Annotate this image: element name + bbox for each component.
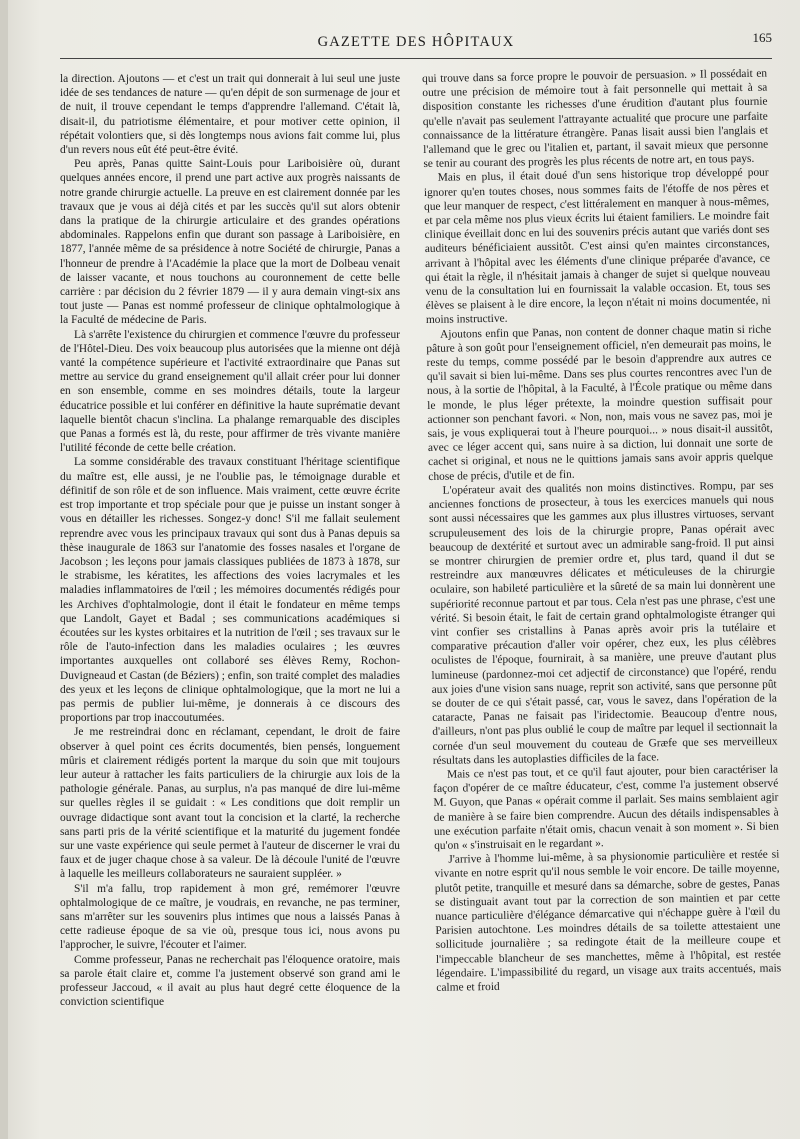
paragraph: la direction. Ajoutons — et c'est un trait qui donnerait à lui seul une juste idée de ses tendances de nature — qu'en dépit de son surmenage de jour et de nuit, il trouve cependant le temps d'apprendre l'allemand. C'était là, disait-il, du patriotisme élémentaire, et pour motiver cette opinion, il répétait volontiers que, si dès longtemps nous avions fait comme lui, plus d'un revers nous eût été peut-être évité. [60,73,400,157]
left-column [60,72,400,1009]
page-number: 165 [752,30,772,45]
paragraph: qui trouve dans sa force propre le pouvoir de persuasion. » Il possédait en outre une précision de mémoire tout à fait personnelle qui mettait à sa disposition constante les richesses d'une érudition d'autant plus fournie qu'elle n'avait pas seulement l'attrayante actualité que procure une parfaite connaissance de la littérature étrangère. Panas lisait aussi bien l'anglais et l'allemand que le grec ou l'italien et, partant, il savait mieux que personne se tenir au courant des progrès les plus récents de notre art, en tous pays. [422,67,769,171]
paragraph: Comme professeur, Panas ne recherchait pas l'éloquence oratoire, mais sa parole était claire et, comme l'a justement observé son grand ami le professeur Jaccoud, « il avait au plus haut degré cette éloquence de la conviction scientifique [60,953,400,1009]
paragraph: Ajoutons enfin que Panas, non content de donner chaque matin si riche pâture à son goût pour l'enseignement officiel, n'en demeurait pas moins, le reste du temps, comme possédé par le besoin d'apprendre aux autres ce qu'il savait si bien lui-même. Dans ses plus courtes rencontres avec l'un de nous, à la sortie de l'hôpital, à la Faculté, à l'École pratique ou même dans le monde, le plus léger prétexte, la moindre question suffisait pour actionner son penchant favori. « Non, non, mais vous ne savez pas, moi je sais, je vous expliquerai tout à l'heure pourquoi... » nous disait-il aussitôt, avec ce léger accent qui, sans nuire à sa diction, lui donnait une sorte de cachet si original, et nous ne le quittions jamais sans avoir appris quelque chose de précis, d'utile et de fin. [426,323,774,483]
paragraph: Mais en plus, il était doué d'un sens historique trop développé pour ignorer qu'en toutes choses, nous sommes faits de l'étoffe de nos pères et que leur manquer de respect, c'est littéralement en manquer à nous-mêmes, et par cela même nos plus vieux écrits lui étaient familiers. Le moindre fait clinique éveillait donc en lui des souvenirs précis autant que variés dont ses auditeurs bénéficiaient aussitôt. C'est ainsi qu'en maintes circonstances, arrivant à l'hôpital avec les éléments d'une clinique préparée d'avance, ce qui était la règle, il n'hésitait jamais à changer de sujet si quelque nouveau venu de la consultation lui en fournissait la valable occasion. Et, tous ses élèves se plaisent à le dire encore, la leçon n'était ni moins documentée, ni moins instructive. [423,166,771,327]
paragraph: Peu après, Panas quitte Saint-Louis pour Lariboisière où, durant quelques années encore, il prend une part active aux progrès naissants de notre grande chirurgie actuelle. La preuve en est clairement donnée par les travaux que je vous ai déjà cités et par les succès qu'il sut alors obtenir dans la pratique de la chirurgie articulaire et des grandes opérations abdominales. Rappelons enfin que durant son passage à Lariboisière, en 1877, l'année même de sa présidence à notre Société de chirurgie, Panas a l'honneur de prendre à l'Académie la place que la mort de Dolbeau venait de laisser vacante, et nous touchons au couronnement de cette belle carrière : par décision du 2 février 1879 — il y aura demain vingt-six ans tout juste — Panas est nommé professeur de clinique ophtalmologique à la Faculté de médecine de Paris. [60,158,400,327]
page-header [60,30,772,60]
header-rule [60,58,772,59]
paragraph: J'arrive à l'homme lui-même, à sa physionomie particulière et restée si vivante en notre esprit qu'il nous semble le voir encore. De taille moyenne, plutôt petite, tranquille et mesuré dans sa démarche, sobre de gestes, Panas se distinguait avant tout par la correction de son maintien et par cette nuance particulière d'élégance démarcative qui n'échappe guère à l'œil du Parisien autochtone. Les moindres détails de sa toilette attestaient une sollicitude journalière ; sa redingote était de la meilleure coupe et l'impeccable blancheur de ses manchettes, même à l'hôpital, est restée légendaire. L'impassibilité du regard, un visage aux traits accentués, mais calme et froid [434,848,782,994]
page-gutter [0,0,8,1139]
paragraph: L'opérateur avait des qualités non moins distinctives. Rompu, par ses anciennes fonctions de prosecteur, à tous les exercices manuels qui nous sont aussi nécessaires que les gammes aux plus illustres virtuoses, servant scrupuleusement des lois de la chirurgie propre, Panas opérait avec beaucoup de dextérité et surtout avec un admirable sang-froid. Il put ainsi se montrer chirurgien de premier ordre et, plus tard, quand il dut se restreindre aux manœuvres délicates et méticuleuses de la chirurgie oculaire, son habileté particulière et la sûreté de sa main lui donnèrent une supériorité reconnue partout et par tous. Cela n'est pas une phrase, c'est une vérité. Si besoin était, le fait de certain grand ophtalmologiste étranger qui vint confier ses cristallins à Panas après avoir pris la tutélaire et comparative précaution d'aller voir opérer, chez eux, les plus célèbres oculistes de l'époque, fournirait, à sa manière, une preuve d'autant plus lumineuse (pardonnez-moi cet adjectif de circonstance) que l'opéré, rendu aux joies d'une vision sans nuage, reprit son activité, sans que personne pût se douter de ce qui s'était passé, car, vous le savez, dans l'opération de la cataracte, Panas ne faisait pas l'iridectomie. Beaucoup d'entre nous, d'ailleurs, n'ont pas plus oublié le coup de maître par lequel il sectionnait la cornée d'un seul mouvement du couteau de Græfe que ses merveilleux résultats dans les autoplasties difficiles de la face. [428,479,778,767]
paragraph: S'il m'a fallu, trop rapidement à mon gré, remémorer l'œuvre ophtalmologique de ce maître, je voudrais, en revanche, ne pas terminer, sans m'arrêter sur les souvenirs plus intimes que nous a laissés Panas à cette radieuse époque de sa vie où, presque tous ici, nous avons pu l'approcher, le suivre, l'écouter et l'aimer. [60,882,400,952]
right-column [422,67,781,996]
running-title: GAZETTE DES HÔPITAUX [317,34,515,50]
paragraph: Je me restreindrai donc en réclamant, cependant, le droit de faire observer à quel point ces écrits documentés, bien pensés, longuement mûris et clairement rédigés portent la marque du soin que mit toujours leur auteur à rattacher les faits particuliers de la chirurgie aux lois de la pathologie générale. Panas, au surplus, n'a pas manqué de dire lui-même sur quelles règles il se guidait : « Les conditions que doit remplir un ouvrage didactique sont avant tout la concision et la clarté, la recherche sans parti pris de la vérité scientifique et la maturité du jugement fondée sur une vaste expérience qui seule permet à l'auteur de discerner le vrai du faux et de juger chaque chose à sa valeur. De là découle l'unité de l'œuvre à laquelle les meilleurs collaborateurs ne sauraient suppléer. » [60,726,400,881]
paragraph: Là s'arrête l'existence du chirurgien et commence l'œuvre du professeur de l'Hôtel-Dieu. Des voix beaucoup plus autorisées que la mienne ont déjà vanté la compétence supérieure et l'activité extraordinaire que Panas sut mettre au service du grand enseignement qu'il allait créer pour lui donner en son ensemble, comme en ses moindres détails, toute la largeur éducatrice possible et lui conférer en définitive la haute suprématie devant laquelle bientôt chacun s'inclina. La phalange remarquable des disciples que Panas a formés est là, du reste, pour affirmer de très vivante manière l'utilité féconde de cette belle création. [60,328,400,455]
paragraph: La somme considérable des travaux constituant l'héritage scientifique du maître est, elle aussi, je ne l'oublie pas, le témoignage durable et définitif de son rôle et de son influence. Mais vraiment, cette œuvre écrite est trop importante et trop spéciale pour que je puisse un instant songer à vous en détailler les richesses. Songez-y donc! S'il me fallait seulement reprendre avec vous les principaux travaux qui sont dus à Panas depuis sa thèse inaugurale de 1863 sur l'anatomie des fosses nasales et l'organe de Jacobson ; les leçons pour jamais classiques publiées de 1873 à 1878, sur le strabisme, les kératites, les affections des voies lacrymales et les maladies inflammatoires de l'œil ; les mémoires documentés rédigés pour les Archives d'ophtalmologie, dont il était le fondateur en même temps que Landolt, Gayet et Badal ; ses communications académiques si écoutées sur les kystes orbitaires et la nutrition de l'œil ; ses travaux sur le rôle de l'auto-infection dans les maladies oculaires ; les œuvres importantes auxquelles ont collaboré ses élèves Remy, Rochon-Duvigneaud et Castan (de Béziers) ; enfin, son traité complet des maladies des yeux et les leçons de clinique ophtalmologique, que la mort ne lui a pas permis de publier lui-même, je donnerais à ce discours des proportions par trop inaccoutumées. [60,456,400,725]
paragraph: Mais ce n'est pas tout, et ce qu'il faut ajouter, pour bien caractériser la façon d'opérer de ce maître éducateur, c'est, comme l'a justement observé M. Guyon, que Panas « opérait comme il parlait. Ses mains semblaient agir de manière à se faire bien comprendre. Aucun des détails indispensables à une exécution parfaite n'était omis, chacun venait à son moment ». Si bien qu'on « s'instruisait en le regardant ». [433,763,779,852]
